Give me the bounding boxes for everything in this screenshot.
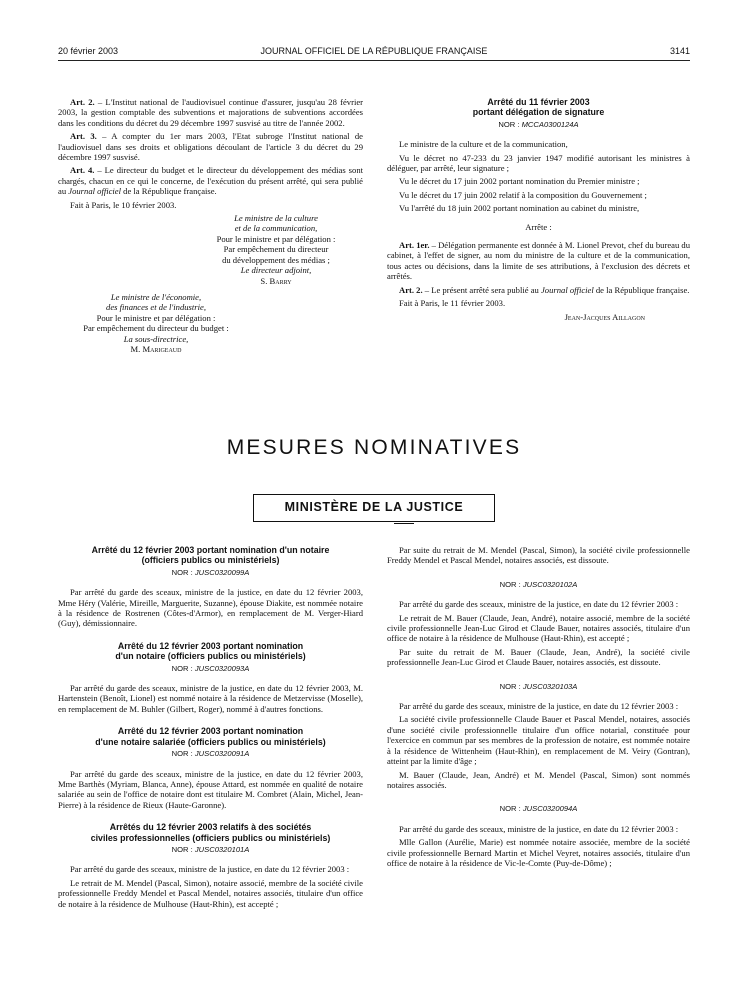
arrete-title-line2: civiles professionnelles (officiers publics ou ministériels) xyxy=(90,832,331,843)
left-column-bottom xyxy=(58,545,363,912)
signature-name: Jean-Jacques Aillagon xyxy=(564,311,645,322)
left-column-top xyxy=(58,97,363,354)
nor-reference: NOR : JUSC0320091A xyxy=(171,749,250,759)
arrete-paragraph: M. Bauer (Claude, Jean, André) et M. Mendel (Pascal, Simon) sont nommés notaires associés. xyxy=(387,769,690,790)
arrete-paragraph: Par arrêté du garde des sceaux, ministre de la justice, en date du 12 février 2003 : xyxy=(399,823,679,834)
visa-paragraph: Le ministre de la culture et de la communication, xyxy=(399,139,568,150)
box-underline-divider xyxy=(394,523,414,524)
arrete-paragraph: Par arrêté du garde des sceaux, ministre de la justice, en date du 12 février 2003, Mme Héry (Valérie, Mireille, Marguerite, Suzanne), épouse Diakite, est nommée notaire à la résidence de Rostrenen (Côtes-d'Armor), en remplacement de M. Verger-Hiard (Guy), démissionnaire. xyxy=(58,587,363,629)
arrete-paragraph: Par arrêté du garde des sceaux, ministre de la justice, en date du 12 février 2003 : xyxy=(399,701,679,712)
ministry-title-box: MINISTÈRE DE LA JUSTICE xyxy=(253,494,495,522)
arrete-title-line2: (officiers publics ou ministériels) xyxy=(141,555,280,566)
arrete-title-line1: Arrêté du 11 février 2003 xyxy=(487,97,590,107)
arrete-paragraph: Mlle Gallon (Aurélie, Marie) est nommée notaire associée, membre de la société civile professionnelle Bernard Martin et Michel Veyret, notaires associés, titulaire d'un office de notaire à la résidence de Vic-le-Comte (Puy-de-Dôme) ; xyxy=(387,837,690,868)
right-column-top xyxy=(387,97,690,325)
header-page-number: 3141 xyxy=(669,46,690,56)
header-date: 20 février 2003 xyxy=(58,46,119,56)
nor-reference: NOR : JUSC0320103A xyxy=(499,681,578,691)
nor-reference: NOR : JUSC0320094A xyxy=(499,804,578,814)
arrete-paragraph: Par arrêté du garde des sceaux, ministre de la justice, en date du 12 février 2003 : xyxy=(70,864,350,875)
arrete-paragraph: Par arrêté du garde des sceaux, ministre de la justice, en date du 12 février 2003, M. Hartenstein (Benoît, Lionel) est nommé notaire à la résidence de Metzervisse (Moselle), en remplacement de M. Buhler (Gilbert, Roger), nommé à d'autres fonctions. xyxy=(58,683,363,714)
signature-block-culture: Le ministre de la culture et de la communication, Pour le ministre et par délégation : Par empêchement du directeur du développement des médias ; Le directeur adjoint, S. Barry xyxy=(216,213,336,286)
nor-reference: NOR : JUSC0320102A xyxy=(499,579,578,589)
nor-reference: NOR : JUSC0320099A xyxy=(171,567,250,577)
arrete-paragraph: La société civile professionnelle Claude Bauer et Pascal Mendel, notaires, associés d'une société civile professionnelle titulaire d'un office notarial, constituée pour l'exercice en commun par ses membres de la profession de notaire, est nommée notaire à la résidence de Wittenheim (Haut-Rhin), en remplacement de M. Veiry (Gontran), atteint par la limite d'âge ; xyxy=(387,714,690,767)
arrete-title-line2: d'une notaire salariée (officiers publics ou ministériels) xyxy=(95,736,326,747)
signature-block-economie: Le ministre de l'économie, des finances et de l'industrie, Pour le ministre et par délégation : Par empêchement du directeur du budget : La sous-directrice, M. Marigeaud xyxy=(83,291,229,354)
arrete-title-line2: portant délégation de signature xyxy=(472,107,605,118)
nor-reference: NOR : JUSC0320093A xyxy=(171,663,250,673)
arrete-title-line1: Arrêtés du 12 février 2003 relatifs à des sociétés xyxy=(109,822,312,833)
arrete-paragraph: Par suite du retrait de M. Mendel (Pascal, Simon), la société civile professionnelle Freddy Mendel et Pascal Mendel, notaires associés, est dissoute. xyxy=(387,545,690,566)
visa-paragraph: Vu le décret du 17 juin 2002 relatif à la composition du Gouvernement ; xyxy=(399,189,647,200)
arrete-title-line1: Arrêté du 12 février 2003 portant nomination xyxy=(117,640,304,651)
article-2: Art. 2. – Le présent arrêté sera publié au Journal officiel de la République française. xyxy=(399,284,690,295)
arrete-paragraph: Le retrait de M. Bauer (Claude, Jean, André), notaire associé, membre de la société civile professionnelle Jean-Luc Girod et Claude Bauer, notaires associés, titulaire d'un office de notaire à la résidence de Mulhouse (Haut-Rhin), est accepté ; xyxy=(387,612,690,644)
fait-a-paris: Fait à Paris, le 10 février 2003. xyxy=(70,199,177,210)
arrete-title-line1: Arrêté du 12 février 2003 portant nomination xyxy=(117,726,304,737)
article-1: Art. 1er. – Délégation permanente est donnée à M. Lionel Prevot, chef du bureau du cabinet, à l'effet de signer, au nom du ministre de la culture et de la communication, tous actes ou décisions, dans la limite de ses attributions, à l'exclusion des décrets et arrêtés. xyxy=(387,240,690,282)
visa-paragraph: Vu le décret no 47-233 du 23 janvier 1947 modifié autorisant les ministres à déléguer, par arrêté, leur signature ; xyxy=(387,152,690,174)
article-3: Art. 3. – A compter du 1er mars 2003, l'Etat subroge l'Institut national de l'audiovisuel dans ses droits et obligations découlant de l'article 3 du décret du 29 décembre 1997 susvisé. xyxy=(58,131,363,163)
arrete-paragraph: Par arrêté du garde des sceaux, ministre de la justice, en date du 12 février 2003 : xyxy=(399,599,679,610)
section-title: MESURES NOMINATIVES xyxy=(226,436,522,459)
article-2: Art. 2. – L'Institut national de l'audiovisuel continue d'assurer, jusqu'au 28 février 2003, la gestion comptable des subventions et majorations de subventions accordées dans les conditions du décret du 29 décembre 1997 susvisé au titre de l'année 2002. xyxy=(58,97,364,128)
right-column-bottom xyxy=(387,545,690,871)
visa-paragraph: Vu le décret du 17 juin 2002 portant nomination du Premier ministre ; xyxy=(399,176,640,187)
fait-a-paris: Fait à Paris, le 11 février 2003. xyxy=(399,298,506,309)
header-rule xyxy=(58,60,690,61)
arrete-paragraph: Par suite du retrait de M. Bauer (Claude, Jean, André), la société civile professionnelle Jean-Luc Girod et Claude Bauer, notaires associés, est dissoute. xyxy=(387,646,690,668)
arrete-title-line2: d'un notaire (officiers publics ou ministériels) xyxy=(115,651,306,662)
article-4: Art. 4. – Le directeur du budget et le directeur du développement des médias sont chargés, chacun en ce qui le concerne, de l'exécution du présent arrêté, qui sera publié au Journal officiel de la République française. xyxy=(58,165,364,197)
visa-paragraph: Vu l'arrêté du 18 juin 2002 portant nomination au cabinet du ministre, xyxy=(399,203,640,214)
arrete-paragraph: Le retrait de M. Mendel (Pascal, Simon), notaire associé, membre de la société civile professionnelle Freddy Mendel et Pascal Mendel, notaires associés, titulaire d'un office de notaire à la résidence de Mulhouse (Haut-Rhin), est accepté ; xyxy=(58,877,363,909)
nor-reference: NOR : MCCA0300124A xyxy=(498,119,579,129)
arrete-paragraph: Par arrêté du garde des sceaux, ministre de la justice, en date du 12 février 2003, Mme Barthès (Myriam, Blanca, Anne), épouse Attard, est nommée en qualité de notaire salariée au sein de l'office de notaire dont est titulaire M. Combret (Alain, Michel, Jean-Pierre) à la résidence de Rieux (Haute-Garonne). xyxy=(58,768,363,810)
nor-reference: NOR : JUSC0320101A xyxy=(171,844,250,854)
arrete-word: Arrête : xyxy=(525,221,552,232)
header-journal-title: JOURNAL OFFICIEL DE LA RÉPUBLIQUE FRANÇAISE xyxy=(260,46,488,56)
arrete-title-line1: Arrêté du 12 février 2003 portant nomination d'un notaire xyxy=(91,545,330,555)
